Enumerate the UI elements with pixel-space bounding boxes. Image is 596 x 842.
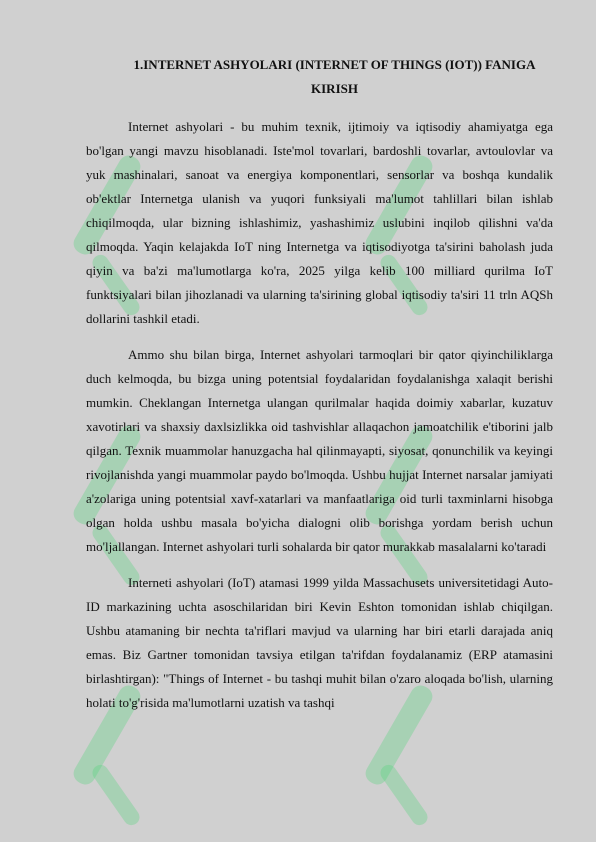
paragraph: Interneti ashyolari (IoT) atamasi 1999 yilda Massachusets universitetidagi Auto-ID markazining uchta asoschilaridan biri Kevin Eshton tomonidan ishlab chiqilgan. Ushbu atamaning bir nechta ta'riflari mavjud va ularning har biri etarli darajada aniq emas. Biz Gartner tomonidan tavsiya etilgan ta'rifdan foydalanamiz (ERP atamasini birlashtirgan): "Things of Internet - bu tashqi muhit bilan o'zaro aloqada bo'lish, ularning holati to'g'risida ma'lumotlarni uzatish va tashqi: [86, 575, 553, 710]
document-title: 1.INTERNET ASHYOLARI (INTERNET OF THINGS (IOT)) FANIGA KIRISH: [133, 57, 536, 96]
watermark-mark: [377, 762, 430, 829]
paragraph: Internet ashyolari - bu muhim texnik, ijtimoiy va iqtisodiy ahamiyatga ega bo'lgan yangi mavzu hisoblanadi. Iste'mol tovarlari, bardoshli tovarlar, avtoulovlar va yuk mashinalari, sanoat va energiya komponentlari, sensorlar va boshqa kundalik ob'ektlar Internetga ulanish va yuqori funksiyali ma'lumot tahlillari bilan ishlab chiqilmoqda, ular bizning ishlashimiz, yashashimiz uslubini inqilob qilishni va'da qilmoqda. Yaqin kelajakda IoT ning Internetga va iqtisodiyotga ta'sirini baholash juda qiyin va ba'zi ma'lumotlarga ko'ra, 2025 yilga kelib 100 milliard qurilma IoT funktsiyalari bilan jihozlanadi va ularning ta'sirining global iqtisodiy ta'siri 11 trln AQSh dollarini tashkil etadi.: [86, 119, 553, 326]
watermark-mark: [89, 762, 142, 829]
document-body: [86, 53, 553, 727]
paragraph: Ammo shu bilan birga, Internet ashyolari tarmoqlari bir qator qiyinchiliklarga duch kelmoqda, bu bizga uning potentsial foydalaridan foydalanishga xalaqit berishi mumkin. Cheklangan Internetga ulangan qurilmalar haqida doimiy xabarlar, kuzatuv xavotirlari va shaxsiy daxlsizlikka oid tashvishlar allaqachon jamoatchilik e'tiborini jalb qilgan. Texnik muammolar hanuzgacha hal qilinmayapti, siyosat, qonunchilik va keyingi rivojlanishda yangi muammolar paydo bo'lmoqda. Ushbu hujjat Internet narsalar jamiyati a'zolariga uning potentsial xavf-xatarlari va manfaatlariga oid turli taxminlarni hisobga olgan holda ushbu masala bo'yicha dialogni olib borishga yordam berish uchun mo'ljallangan. Internet ashyolari turli sohalarda bir qator murakkab masalalarni ko'taradi: [86, 347, 553, 554]
